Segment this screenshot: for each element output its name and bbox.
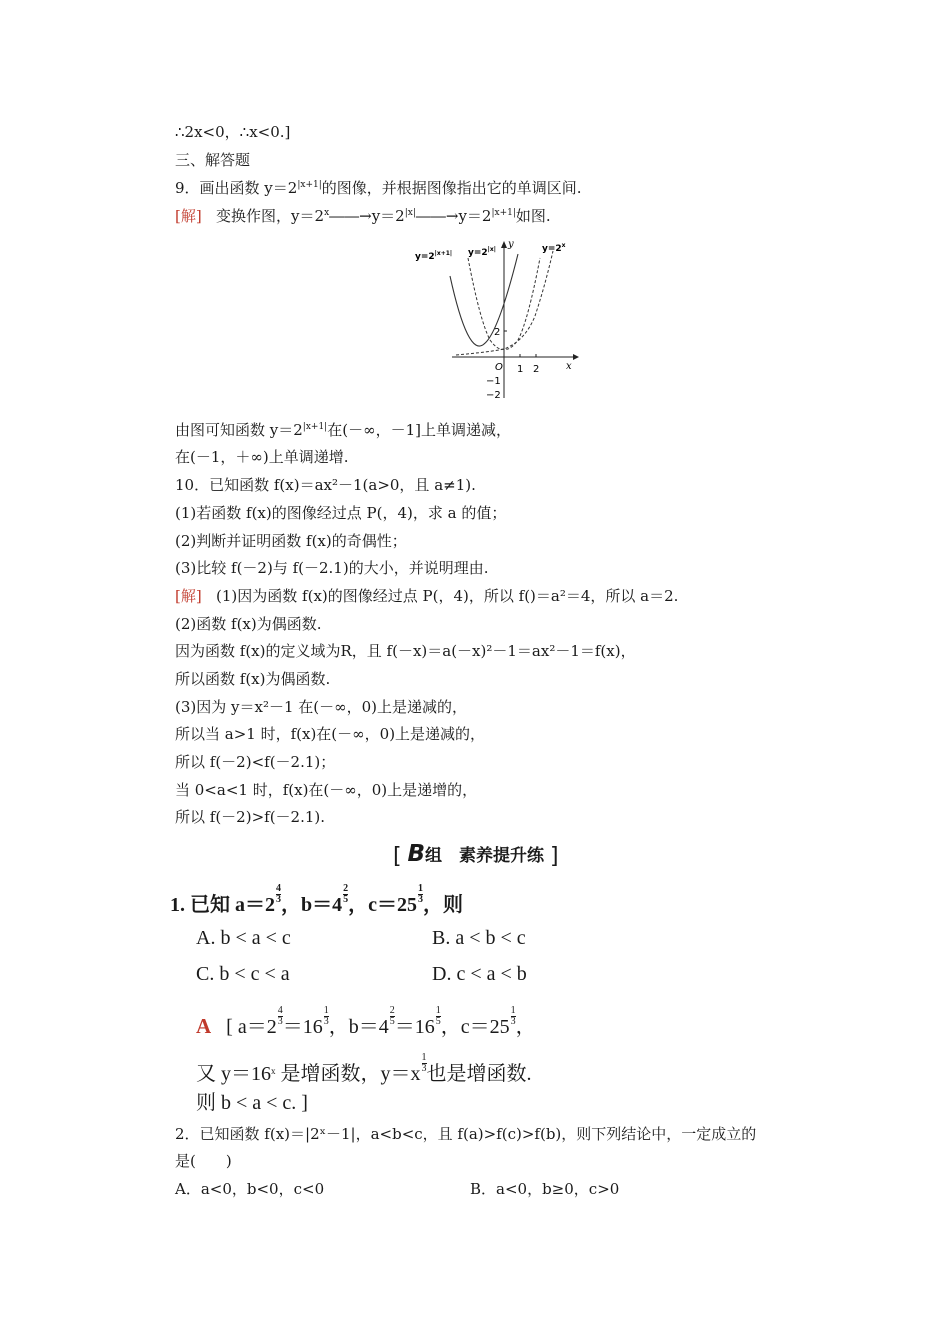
tick-label-y2: 2 bbox=[494, 327, 501, 338]
curve-y-2-abs-x-plus-1 bbox=[450, 254, 518, 346]
q1-option-d: D. c < a < b bbox=[432, 963, 527, 985]
tick-label-yn1: −1 bbox=[486, 376, 501, 387]
solution-10-line6: 所以当 a>1 时，f(x)在(－∞，0)上是递减的， bbox=[175, 725, 486, 743]
solution-tag: [解] bbox=[175, 207, 202, 225]
question-10-part3: (3)比较 f(－2)与 f(－2.1)的大小，并说明理由. bbox=[175, 559, 489, 577]
question-10-part1: (1)若函数 f(x)的图像经过点 P(，4)，求 a 的值； bbox=[175, 504, 507, 522]
q1-stem-d: ，则 bbox=[423, 894, 464, 916]
sol1-e: ，c＝25 bbox=[440, 1016, 510, 1038]
q1-option-a: A. b < a < c bbox=[196, 927, 291, 949]
sol1-d: ＝16 bbox=[394, 1016, 435, 1038]
sol9-text-b: ――→y＝2 bbox=[329, 207, 405, 225]
q1-option-c: C. b < c < a bbox=[196, 963, 290, 985]
label-mid: $y=2^{|x|}$ bbox=[468, 246, 496, 258]
sol9-text-c: ――→y＝2 bbox=[415, 207, 492, 225]
sol1-exp4: $\frac{1}{5}$ bbox=[435, 1005, 441, 1027]
section-heading: 三、解答题 bbox=[175, 151, 251, 169]
sol1-exp5: $\frac{1}{3}$ bbox=[510, 1005, 516, 1027]
function-graph bbox=[410, 236, 585, 404]
q9-text-b: 的图像，并根据图像指出它的单调区间. bbox=[321, 179, 582, 197]
conclusion-2: 在(－1，＋∞)上单调递增. bbox=[175, 448, 349, 466]
sol2-b: 是增函数，y＝x bbox=[275, 1063, 421, 1085]
q1-option-b: B. a < b < c bbox=[432, 927, 526, 949]
solution-10-line9: 所以 f(－2)>f(－2.1). bbox=[175, 808, 326, 826]
tick-label-x1: 1 bbox=[517, 364, 524, 375]
solution-10-line8: 当 0<a<1 时，f(x)在(－∞，0)上是递增的， bbox=[175, 781, 478, 799]
solution-10-line5: (3)因为 y＝x²－1 在(－∞，0)上是递减的， bbox=[175, 698, 468, 716]
question-1-stem bbox=[170, 884, 463, 918]
section-bracket-open: [ bbox=[393, 844, 402, 869]
solution-tag: [解] bbox=[175, 587, 202, 605]
solution-10-part1 bbox=[175, 586, 678, 606]
q1-exp-a: $\frac{4}{3}$ bbox=[276, 883, 281, 905]
question-9 bbox=[175, 178, 582, 198]
q1-stem-c: ，c＝25 bbox=[348, 894, 418, 916]
sol9-text-d: 如图. bbox=[515, 207, 551, 225]
solution-10-line2: (2)函数 f(x)为偶函数. bbox=[175, 615, 322, 633]
conclusion-1 bbox=[175, 420, 511, 440]
conc1-text-a: 由图可知函数 y＝2 bbox=[175, 421, 303, 439]
sol2-c: 也是增函数. bbox=[426, 1063, 532, 1085]
tick-label-yn2: −2 bbox=[486, 390, 501, 401]
answer-letter: A bbox=[196, 1014, 212, 1038]
tick-label-x2: 2 bbox=[533, 364, 540, 375]
section-b-title: 组 素养提升练 bbox=[425, 846, 545, 866]
axis-x-label: x bbox=[566, 361, 572, 372]
section-bracket-close: ] bbox=[549, 844, 559, 869]
sol1-f: ， bbox=[515, 1016, 536, 1038]
sol1-exp3: $\frac{2}{5}$ bbox=[389, 1005, 395, 1027]
sol2-a: 又 y＝16 bbox=[196, 1063, 271, 1085]
q9-exponent: |x+1| bbox=[297, 180, 322, 190]
solution-9 bbox=[175, 206, 551, 226]
sol10-1-text: (1)因为函数 f(x)的图像经过点 P(，4)，所以 f()＝a²＝4，所以 a＝2. bbox=[216, 587, 679, 605]
section-b-mark: B bbox=[407, 841, 426, 867]
question-2-line2: 是( ) bbox=[175, 1152, 232, 1170]
question-2-line1: 2．已知函数 f(x)＝|2ˣ－1|，a<b<c，且 f(a)>f(c)>f(b)，则下列结论中，一定成立的 bbox=[175, 1125, 757, 1143]
origin-label: O bbox=[495, 362, 503, 373]
q1-solution-line3: 则 b < a < c. ] bbox=[196, 1092, 308, 1114]
sol9-text-a: 变换作图，y＝2 bbox=[216, 207, 325, 225]
conc1-exponent: |x+1| bbox=[302, 422, 328, 432]
y-axis-arrow bbox=[501, 241, 507, 248]
label-right: $y=2^x$ bbox=[542, 242, 566, 254]
sol1-exp2: $\frac{1}{3}$ bbox=[323, 1005, 329, 1027]
q1-stem-b: ，b＝4 bbox=[281, 894, 343, 916]
sol9-exp3: |x+1| bbox=[491, 208, 516, 218]
sol9-exp1: x bbox=[324, 208, 330, 218]
q1-solution-line1 bbox=[196, 1006, 536, 1040]
sol1-exp1: $\frac{4}{3}$ bbox=[277, 1005, 283, 1027]
sol2-exp: x bbox=[271, 1066, 276, 1076]
conc1-text-b: 在(－∞，－1]上单调递减， bbox=[327, 421, 511, 439]
q9-text-a: 9．画出函数 y＝2 bbox=[175, 179, 298, 197]
sol1-b: ＝16 bbox=[282, 1016, 323, 1038]
question-10: 10．已知函数 f(x)＝ax²－1(a>0，且 a≠1). bbox=[175, 476, 476, 494]
solution-10-line4: 所以函数 f(x)为偶函数. bbox=[175, 670, 331, 688]
x-axis-arrow bbox=[573, 354, 579, 360]
sol1-c: ，b＝4 bbox=[328, 1016, 389, 1038]
q2-option-b: B．a<0，b≥0，c>0 bbox=[470, 1180, 620, 1198]
label-left: $y=2^{|x+1|}$ bbox=[415, 250, 453, 262]
q1-solution-line2 bbox=[196, 1053, 532, 1087]
q1-stem-a: 1. 已知 a＝2 bbox=[170, 894, 275, 916]
sol2-exp-frac: $\frac{1}{3}$ bbox=[421, 1052, 427, 1074]
section-b-header bbox=[393, 841, 559, 867]
q1-exp-c: $\frac{1}{3}$ bbox=[418, 883, 424, 905]
sol9-exp2: |x| bbox=[404, 208, 416, 218]
q1-exp-b: $\frac{2}{5}$ bbox=[343, 883, 349, 905]
sol1-a: [ a＝2 bbox=[226, 1016, 277, 1038]
q2-option-a: A．a<0，b<0，c<0 bbox=[175, 1180, 325, 1198]
question-10-part2: (2)判断并证明函数 f(x)的奇偶性； bbox=[175, 532, 407, 550]
axis-y-label: y bbox=[508, 239, 514, 250]
solution-10-line7: 所以 f(－2)<f(－2.1)； bbox=[175, 753, 336, 771]
text-line: ∴2x<0，∴x<0.] bbox=[175, 123, 291, 141]
solution-10-line3: 因为函数 f(x)的定义域为R，且 f(－x)＝a(－x)²－1＝ax²－1＝f(x)， bbox=[175, 642, 636, 660]
